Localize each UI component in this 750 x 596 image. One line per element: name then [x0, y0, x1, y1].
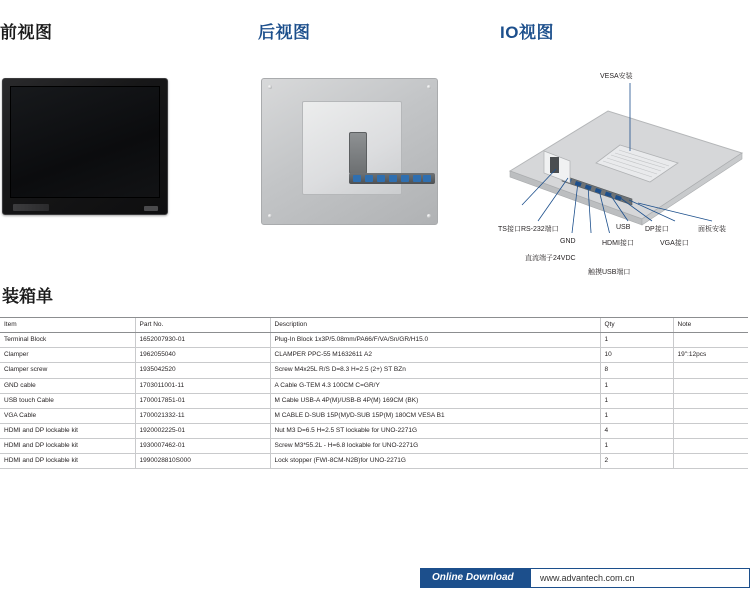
io-label-dc-terminal: 直流端子24VDC — [525, 255, 576, 262]
back-connector-block — [349, 132, 367, 174]
cell-description: Screw M3*55.2L - H=6.8 lockable for UNO-2271G — [270, 439, 600, 454]
table-row — [0, 378, 748, 393]
back-view-block — [258, 18, 488, 57]
cell-part-no: 1652007930-01 — [135, 333, 270, 348]
io-label-hdmi: HDMI接口 — [602, 240, 634, 247]
cell-qty: 10 — [600, 348, 673, 363]
page-footer — [0, 568, 750, 596]
table-header-row — [0, 318, 748, 333]
back-view-title: 后视图 — [258, 23, 311, 42]
table-row — [0, 423, 748, 438]
cell-description: A Cable G-TEM 4.3 100CM C=GR/Y — [270, 378, 600, 393]
cell-qty: 1 — [600, 333, 673, 348]
cell-note — [673, 454, 748, 469]
io-view-title: IO视图 — [500, 23, 554, 42]
cell-item: VGA Cable — [0, 408, 135, 423]
cell-item: HDMI and DP lockable kit — [0, 439, 135, 454]
cell-note — [673, 378, 748, 393]
cell-item: USB touch Cable — [0, 393, 135, 408]
cell-part-no: 1700017851-01 — [135, 393, 270, 408]
cell-part-no: 1703011001-11 — [135, 378, 270, 393]
back-io-strip — [349, 173, 435, 184]
col-header-item: Item — [0, 318, 135, 333]
io-device-illustration — [500, 73, 750, 233]
back-screw-icon — [268, 85, 272, 89]
io-label-panel-mount: 面板安装 — [698, 226, 726, 233]
cell-qty: 1 — [600, 393, 673, 408]
cell-description: CLAMPER PPC-55 M1632611 A2 — [270, 348, 600, 363]
io-label-usb: USB — [616, 224, 631, 231]
table-row — [0, 348, 748, 363]
cell-description: M Cable USB-A 4P(M)/USB-B 4P(M) 169CM (BK) — [270, 393, 600, 408]
cell-item: Clamper screw — [0, 363, 135, 378]
cell-item: Terminal Block — [0, 333, 135, 348]
cell-note — [673, 363, 748, 378]
back-screw-icon — [427, 85, 431, 89]
cell-description: M CABLE D-SUB 15P(M)/D-SUB 15P(M) 180CM VESA B1 — [270, 408, 600, 423]
front-view-title: 前视图 — [0, 23, 53, 42]
io-label-touch-usb: 触摸USB端口 — [588, 269, 631, 276]
cell-qty: 1 — [600, 408, 673, 423]
back-screw-icon — [427, 214, 431, 218]
cell-item: HDMI and DP lockable kit — [0, 423, 135, 438]
cell-description: Nut M3 D=6.5 H=2.5 ST lockable for UNO-2271G — [270, 423, 600, 438]
packing-list-title: 装箱单 — [2, 287, 53, 306]
io-label-vga: VGA接口 — [660, 240, 689, 247]
cell-item: GND cable — [0, 378, 135, 393]
cell-qty: 1 — [600, 378, 673, 393]
cell-part-no: 1920002225-01 — [135, 423, 270, 438]
back-view-image — [261, 78, 438, 225]
cell-part-no: 1700021332-11 — [135, 408, 270, 423]
cell-part-no: 1962055040 — [135, 348, 270, 363]
front-display-panel — [10, 86, 160, 198]
back-screw-icon — [268, 214, 272, 218]
cell-item: HDMI and DP lockable kit — [0, 454, 135, 469]
front-view-image — [2, 78, 168, 215]
cell-note — [673, 408, 748, 423]
footer-online-download-label: Online Download — [432, 572, 514, 583]
cell-note — [673, 333, 748, 348]
io-label-vesa: VESA安装 — [600, 73, 633, 80]
io-view-image — [498, 73, 750, 276]
footer-url-link[interactable]: www.advantech.com.cn — [540, 573, 635, 583]
cell-qty: 1 — [600, 439, 673, 454]
cell-description: Plug-In Block 1x3P/5.08mm/PA66/F/VA/Sn/GR/H15.0 — [270, 333, 600, 348]
table-row — [0, 454, 748, 469]
cell-item: Clamper — [0, 348, 135, 363]
table-row — [0, 363, 748, 378]
packing-list-section — [0, 282, 750, 469]
col-header-description: Description — [270, 318, 600, 333]
cell-qty: 8 — [600, 363, 673, 378]
table-row — [0, 333, 748, 348]
product-views — [0, 18, 750, 318]
cell-part-no: 1990028810S000 — [135, 454, 270, 469]
table-row — [0, 439, 748, 454]
cell-part-no: 1930007462-01 — [135, 439, 270, 454]
cell-note — [673, 423, 748, 438]
cell-note: 19":12pcs — [673, 348, 748, 363]
cell-description: Screw M4x25L R/S D=8.3 H=2.5 (2+) ST BZn — [270, 363, 600, 378]
cell-description: Lock stopper (FWI-8CM-N2B)for UNO-2271G — [270, 454, 600, 469]
table-row — [0, 393, 748, 408]
cell-part-no: 1935042520 — [135, 363, 270, 378]
front-led-strip — [13, 204, 49, 211]
packing-list-table — [0, 317, 748, 469]
cell-qty: 4 — [600, 423, 673, 438]
io-label-dp: DP接口 — [645, 226, 669, 233]
cell-note — [673, 393, 748, 408]
io-label-gnd: GND — [560, 238, 576, 245]
front-view-block — [0, 18, 230, 57]
cell-note — [673, 439, 748, 454]
table-row — [0, 408, 748, 423]
cell-qty: 2 — [600, 454, 673, 469]
io-view-block — [498, 18, 750, 276]
col-header-qty: Qty — [600, 318, 673, 333]
col-header-part-no: Part No. — [135, 318, 270, 333]
front-brand-logo — [144, 206, 158, 211]
col-header-note: Note — [673, 318, 748, 333]
back-chassis-plate — [302, 101, 402, 195]
io-label-ts-rs232: TS接口RS-232端口 — [498, 226, 559, 233]
